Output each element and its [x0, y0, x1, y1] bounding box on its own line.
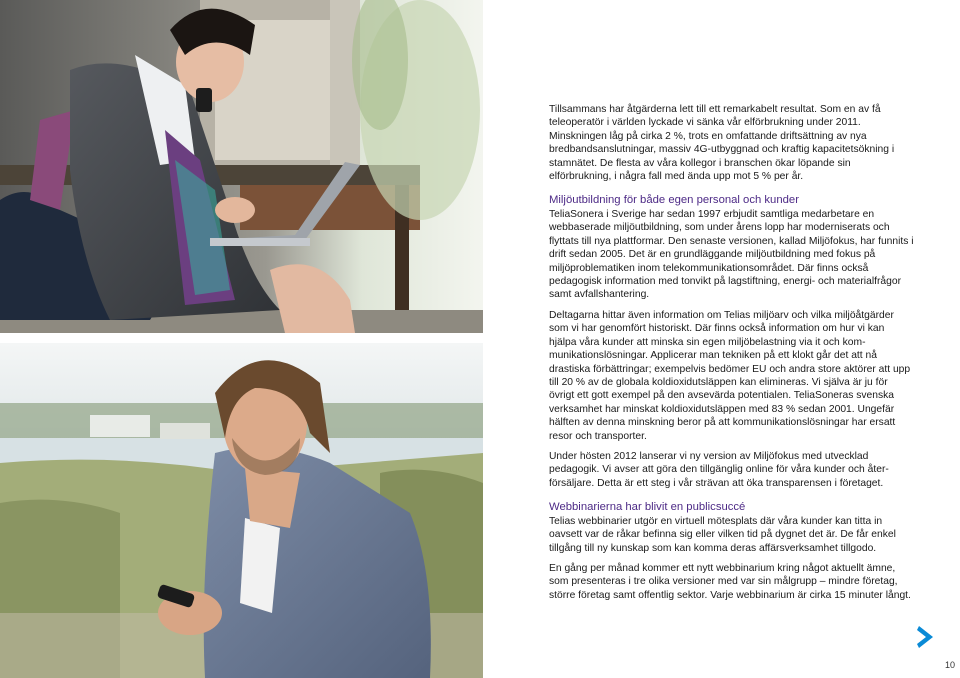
- page-number: 10: [944, 660, 955, 670]
- section-heading-webbinarier: Webbinarierna har blivit en publicsuccé: [549, 501, 746, 514]
- body-paragraph: Deltagarna hittar även information om Telias miljöarv och vilka miljöåtgärder som vi har genomfört historiskt. Där finns också information om hur vi kan hjälpa våra kunder att minska sin egen miljöbelastning via it och kommunikationslösningar. Applicerar man tekniken på ett klokt går det att nå drastiska förbättringar; exempelvis bedömer EU och andra store aktörer att upp till 20 % av de globala koldioxidutsläppen kan elimineras. Vi själva är ju för övrigt ett gott exempel på den avsevärda potentialen. TeliaSoneras svenska verksamhet har minskat koldioxidutsläppen med 83 % sedan 2001. Ungefär hälften av denna minskning beror på att kommunikationslösningar har ersatt resor och transporter.: [549, 309, 911, 442]
- chevron-right-icon: [914, 624, 938, 650]
- photo-man-phone: [0, 343, 483, 678]
- photo-woman-laptop: [0, 0, 483, 333]
- body-paragraph: TeliaSonera i Sverige har sedan 1997 erbjudit samtliga medarbetare en webbaserade miljöutbildning, som under årens lopp har moderniserats och flyttats till nya plattformar. Den senaste versionen, kallad Miljöfokus, har funnits i drift sedan 2005. Det är en grundläggande miljöutbildning med fokus på miljöproblematiken inom telekommunikationsområdet. Där finns också pedagogisk information med tonvikt på lagstiftning, energi- och materialfrågor samt avfallshantering.: [549, 209, 914, 301]
- section-heading-miljoutbildning: Miljöutbildning för både egen personal och kunder: [549, 194, 799, 207]
- next-page-button[interactable]: [914, 624, 938, 650]
- body-paragraph: Under hösten 2012 lanserar vi ny version av Miljöfokus med utvecklad pedagogik. Vi avser att göra den tillgänglig online för våra kunder och återförsäljare. Detta är ett steg i vår strävan att öka transparensen i företaget.: [549, 450, 889, 489]
- article-text-column: [549, 103, 914, 609]
- body-paragraph: En gång per månad kommer ett nytt webbinarium kring något aktuellt ämne, som presenteras i tre olika versioner med var sin målgrupp – mindre företag, större företag samt offentlig sektor. Varje webbinarium är cirka 15 minuter långt.: [549, 562, 911, 601]
- intro-paragraph: Tillsammans har åtgärderna lett till ett remarkabelt resultat. Som en av få teleoperatör i världen lyckade vi sänka vår elförbrukning under 2011. Minskningen låg på cirka 2 %, trots en omfattande driftsättning av nya bredbandsanslutningar, massiv 4G-utbyggnad och kraftig kapacitetsökning i stamnätet. De flesta av våra kollegor i branschen ökar löpande sin elförbrukning, i några fall med ända upp mot 5 % per år.: [549, 104, 895, 183]
- body-paragraph: Telias webbinarier utgör en virtuell mötesplats där våra kunder kan titta in oavsett var de råkar befinna sig eller vilken tid på dygnet det är. De får enkel tillgång till ny kunskap som kan komma deras affärsverksamhet tillgodo.: [549, 515, 896, 554]
